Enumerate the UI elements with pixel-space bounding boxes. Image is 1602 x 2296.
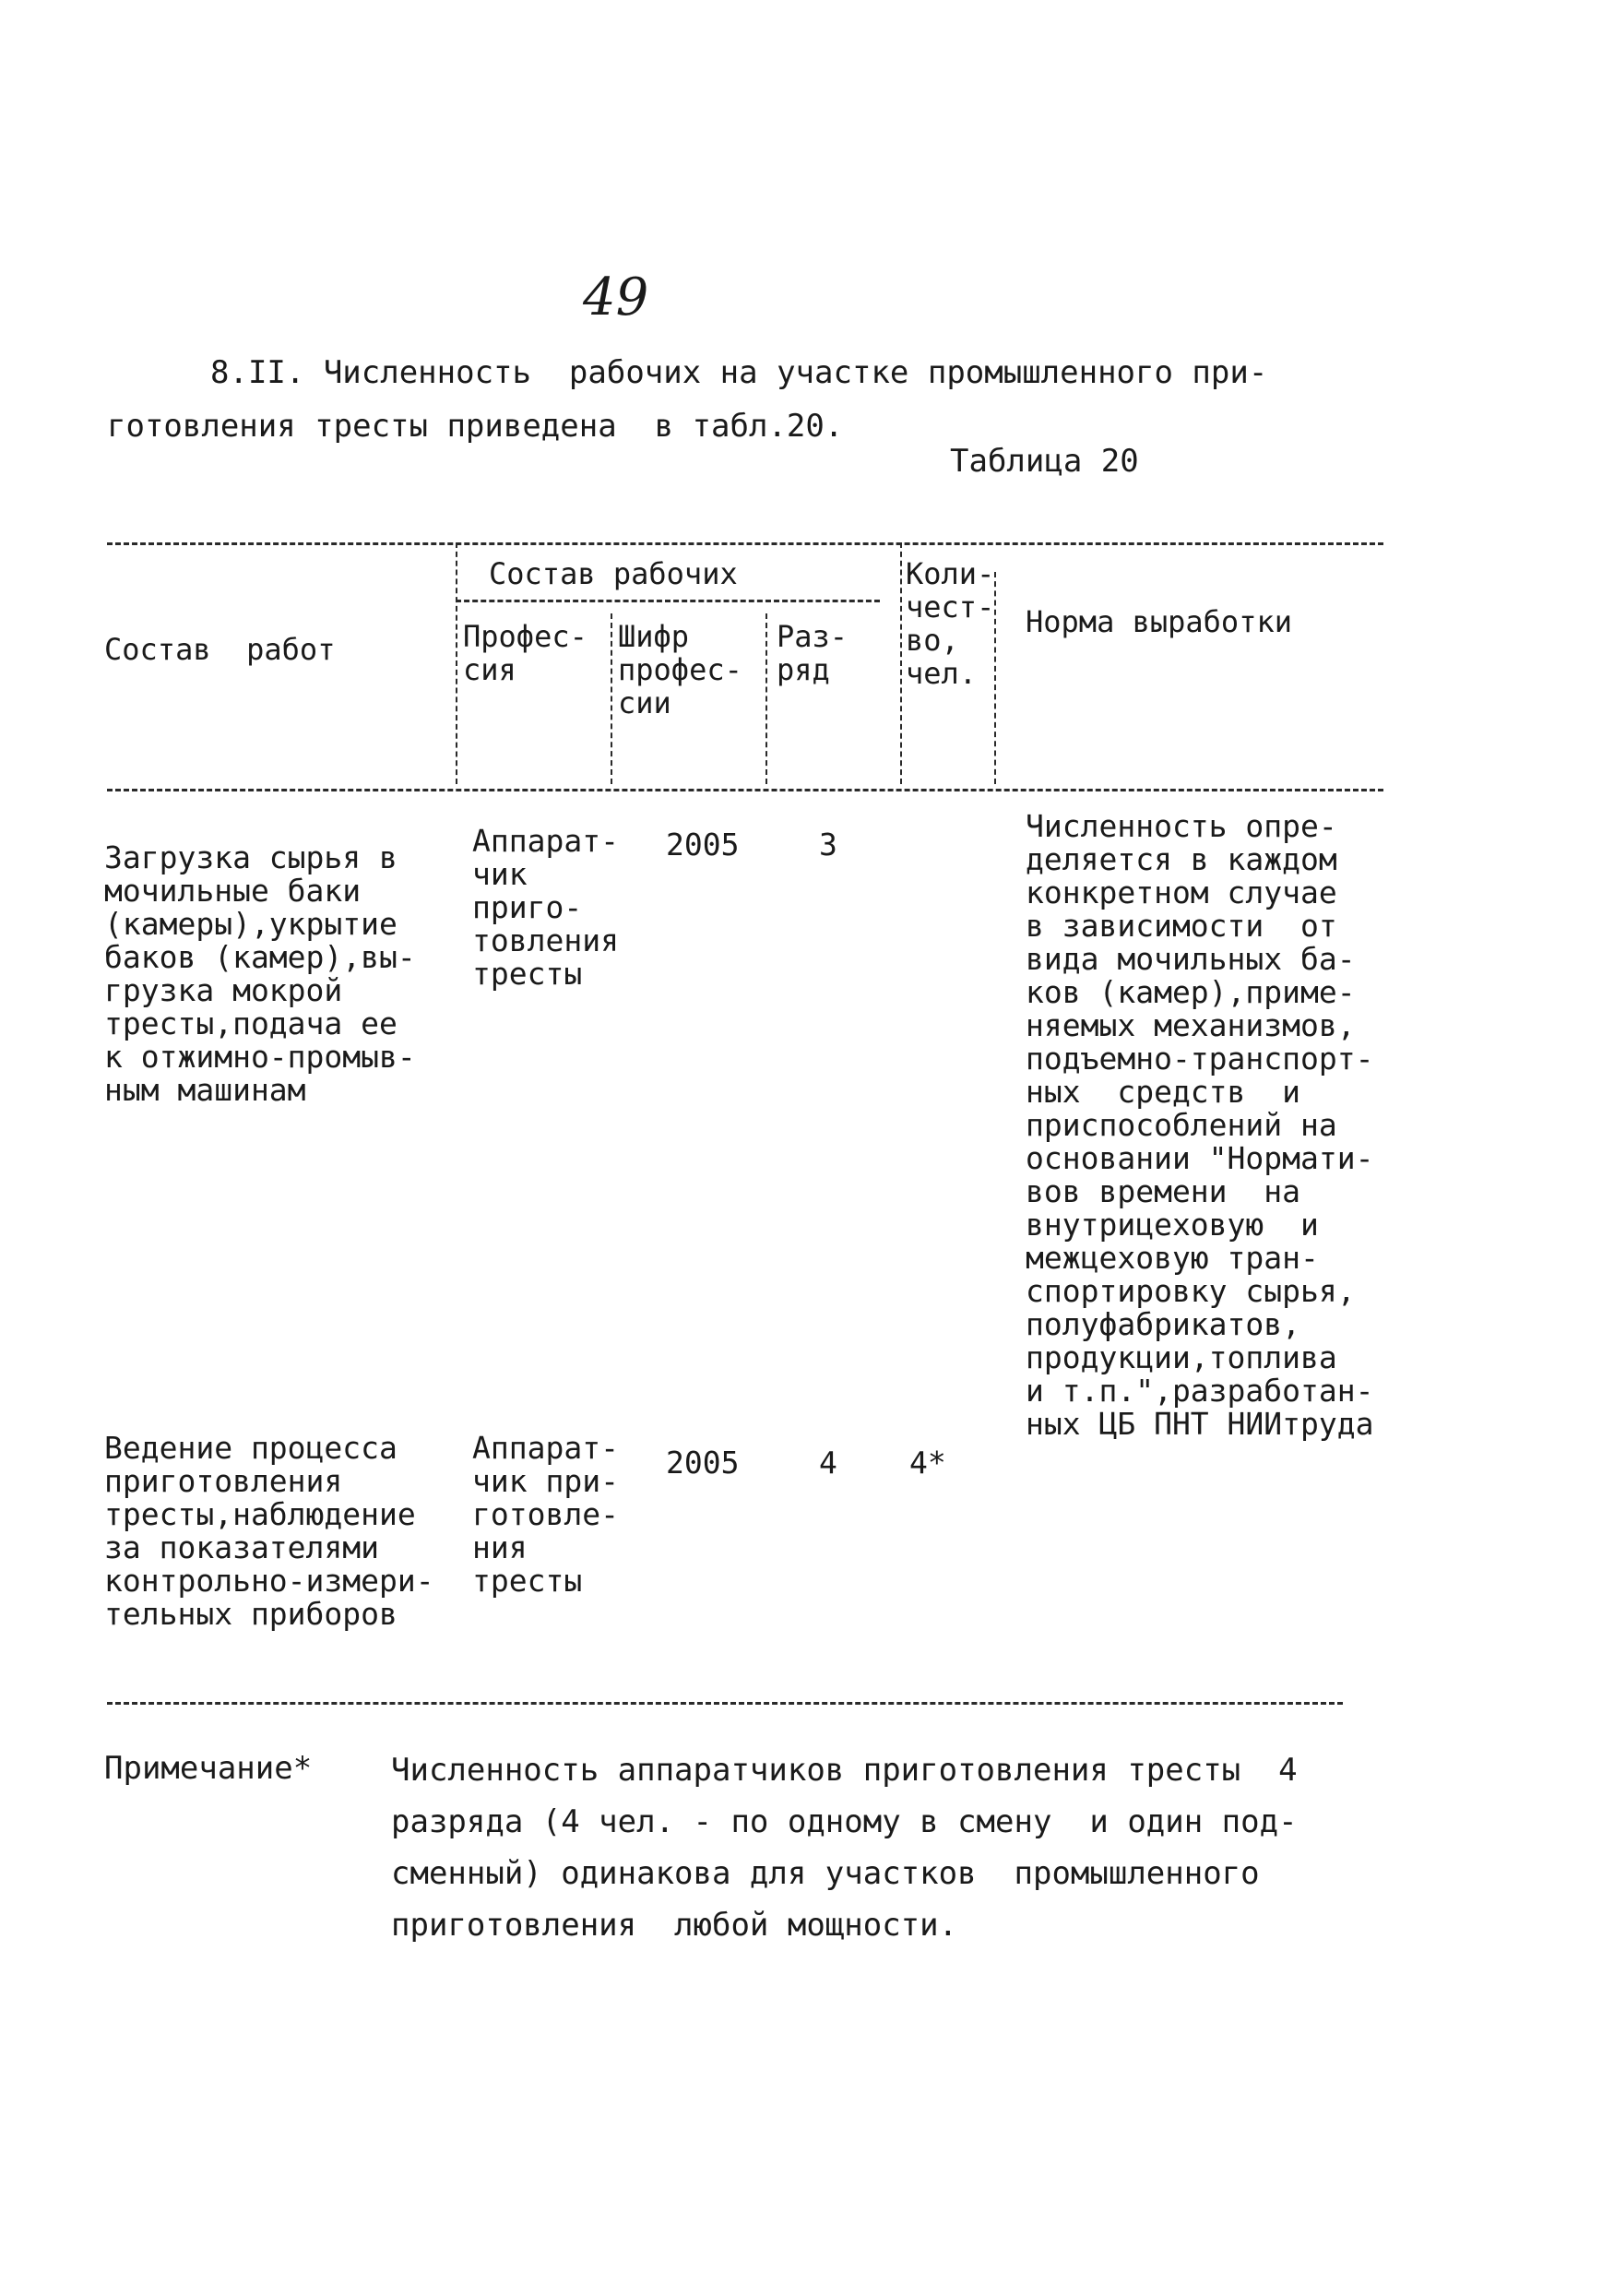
intro-line-2: готовления тресты приведена в табл.20. [107, 408, 844, 445]
header-code: Шифр профес- сии [618, 619, 742, 720]
col-sep-3 [765, 613, 767, 784]
row1-code: 2005 [666, 827, 740, 862]
note-line-4: приготовления любой мощности. [391, 1907, 958, 1944]
col-sep-1 [456, 542, 457, 784]
header-work: Состав работ [104, 632, 336, 667]
header-bottom-rule [107, 789, 1383, 791]
row2-work: Ведение процесса приготовления тресты,наблюдение за показателями контрольно-измери- тельных приборов [104, 1430, 434, 1632]
col-sep-2 [611, 613, 612, 784]
header-count: Коли- чест- во, чел. [906, 556, 995, 691]
note-line-3: сменный) одинакова для участков промышленного [391, 1855, 1260, 1892]
row1-grade: 3 [819, 827, 837, 862]
table-bottom-rule [107, 1702, 1343, 1705]
row2-code: 2005 [666, 1445, 740, 1481]
note-line-1: Численность аппаратчиков приготовления тресты 4 [391, 1752, 1298, 1789]
table-top-rule [107, 542, 1383, 545]
note-label: Примечание* [104, 1750, 313, 1787]
row2-grade: 4 [819, 1445, 837, 1481]
note-line-2: разряда (4 чел. - по одному в смену и один под- [391, 1803, 1298, 1840]
intro-line-1: 8.II. Численность рабочих на участке промышленного при- [210, 354, 1268, 391]
header-grade: Раз- ряд [777, 619, 848, 687]
row1-norm: Численность опре- деляется в каждом конкретном случае в зависимости от вида мочильных ба- ков (камер),приме- няемых механизмов, подъемно-транспорт- ных средств и приспособлений на основании "Нормати- вов времени на внутрицеховую и межцеховую тран- спортировку сырья, полуфабрикатов, продукции,топлива и т.п.",разработан- ных ЦБ ПНТ НИИтруда [1026, 808, 1374, 1442]
header-profession: Профес- сия [463, 619, 587, 687]
row2-count: 4* [909, 1445, 946, 1481]
header-workers-group: Состав рабочих [489, 556, 738, 591]
row2-profession: Аппарат- чик при- готовле- ния тресты [472, 1430, 619, 1599]
table-caption: Таблица 20 [950, 443, 1139, 480]
row1-profession: Аппарат- чик приго- товления тресты [472, 823, 619, 992]
page-number: 49 [583, 268, 649, 327]
col-sep-4 [900, 542, 902, 784]
header-norm: Норма выработки [1026, 604, 1292, 639]
row1-work: Загрузка сырья в мочильные баки (камеры),укрытие баков (камер),вы- грузка мокрой тресты,подача ее к отжимно-промыв- ным машинам [104, 839, 416, 1108]
header-sub-rule [456, 600, 880, 602]
